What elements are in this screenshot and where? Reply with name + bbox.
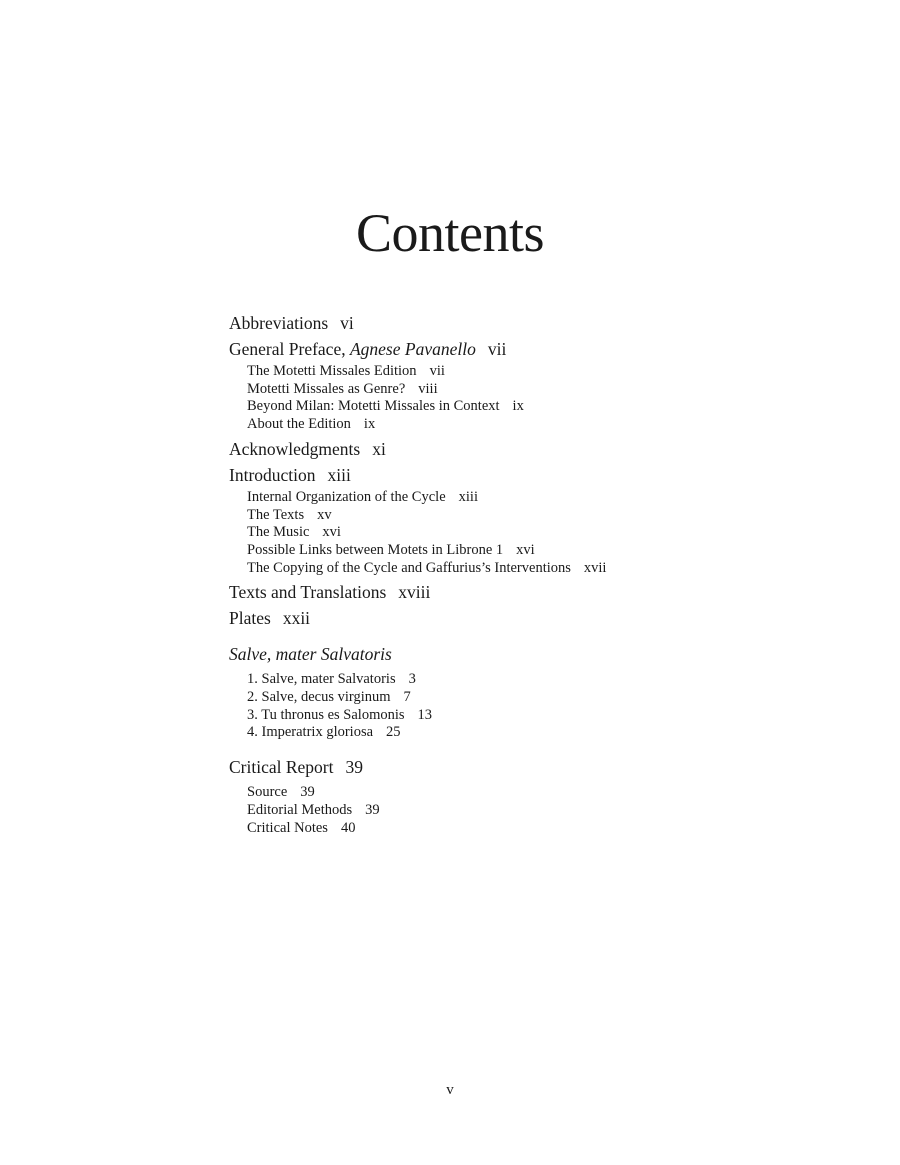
toc-subentry-label: Motetti Missales as Genre? [247,380,406,397]
toc-entry-cycle-title[interactable] [229,643,849,665]
toc-subentry[interactable] [247,524,849,542]
toc-entry-label: Plates [229,608,271,629]
page-number: v [446,1082,454,1098]
toc-entry-page: xviii [398,582,431,603]
toc-subentry-page: 40 [340,819,356,836]
toc-entry-label: Critical Report [229,757,334,778]
toc-subentry[interactable] [247,707,849,725]
toc-subentry[interactable] [247,381,849,399]
toc-subentry-page: 13 [417,706,433,723]
toc-subentry[interactable] [247,560,849,578]
toc-subentry[interactable] [247,784,849,802]
toc-entry-label: Salve, mater Salvatoris [229,644,392,665]
toc-entry-author: Agnese Pavanello [349,339,476,359]
toc-sublist-critical-report [247,784,849,837]
toc-subentry-label: 1. Salve, mater Salvatoris [247,671,396,688]
toc-subentry[interactable] [247,398,849,416]
toc-subentry[interactable] [247,689,849,707]
toc-entry-page: vii [487,339,507,359]
toc-subentry[interactable] [247,507,849,525]
toc-subentry-label: 2. Salve, decus virginum [247,689,391,706]
toc-entry-texts-and-translations[interactable] [229,581,849,603]
toc-entry-general-preface[interactable] [229,338,849,360]
toc-subentry-label: The Copying of the Cycle and Gaffurius’s Interventions [247,559,571,576]
toc-entry-page: xiii [327,464,351,485]
toc-subentry-label: Editorial Methods [247,801,353,818]
toc-subentry-label: Source [247,784,288,801]
toc-subentry[interactable] [247,802,849,820]
toc-subentry-label: Internal Organization of the Cycle [247,488,446,505]
toc-sublist-cycle [247,671,849,742]
toc-entry-label: General Preface, [229,339,346,359]
toc-subentry-page: xvi [322,524,341,541]
toc-entry-page: 39 [345,757,363,778]
toc-subentry-label: About the Edition [247,416,351,433]
toc-entry-page: xi [372,438,386,459]
toc-subentry[interactable] [247,363,849,381]
toc-subentry-label: Critical Notes [247,819,328,836]
toc-subentry[interactable] [247,671,849,689]
toc-subentry[interactable] [247,489,849,507]
toc-subentry-page: xiii [458,488,478,505]
page-title: Contents [355,203,544,263]
toc-subentry-label: Beyond Milan: Motetti Missales in Context [247,398,500,415]
toc-subentry-page: ix [363,416,376,433]
toc-sublist-introduction [247,489,849,578]
toc-subentry-label: The Texts [247,506,305,523]
toc-entry-acknowledgments[interactable] [229,438,849,460]
toc-entry-label: Texts and Translations [229,582,387,603]
toc-subentry-page: 39 [300,784,315,801]
toc-subentry-page: 7 [403,689,411,706]
toc-subentry-label: The Music [247,524,310,541]
toc-subentry[interactable] [247,724,849,742]
toc-sublist-preface [247,363,849,434]
toc-entry-introduction[interactable] [229,464,849,486]
toc-subentry-page: vii [429,363,445,379]
toc-subentry-page: 25 [386,724,401,741]
toc-entry-page: vi [340,313,354,333]
toc-subentry-label: 3. Tu thronus es Salomonis [247,706,405,723]
toc-subentry-page: viii [418,380,438,397]
toc-subentry-page: xvii [583,559,607,576]
toc-subentry-label: 4. Imperatrix gloriosa [247,724,374,741]
toc-subentry-page: 3 [408,671,416,688]
toc-subentry-page: xv [317,506,332,523]
toc-entry-label: Acknowledgments [229,438,361,459]
toc-subentry-label: Possible Links between Motets in Librone 1 [247,541,504,558]
toc-subentry[interactable] [247,542,849,560]
toc-entry-label: Introduction [229,464,316,485]
toc-subentry-label: The Motetti Missales Edition [247,363,417,379]
toc-entry-plates[interactable] [229,607,849,629]
toc-subentry[interactable] [247,820,849,838]
toc-subentry-page: xvi [516,541,535,558]
toc-subentry[interactable] [247,416,849,434]
toc-subentry-page: 39 [365,801,380,818]
toc-entry-critical-report[interactable] [229,756,849,778]
toc-entry-label: Abbreviations [229,313,329,333]
toc-entry-abbreviations[interactable] [229,312,849,334]
table-of-contents [229,312,849,837]
toc-entry-page: xxii [282,608,311,629]
toc-subentry-page: ix [512,398,524,415]
